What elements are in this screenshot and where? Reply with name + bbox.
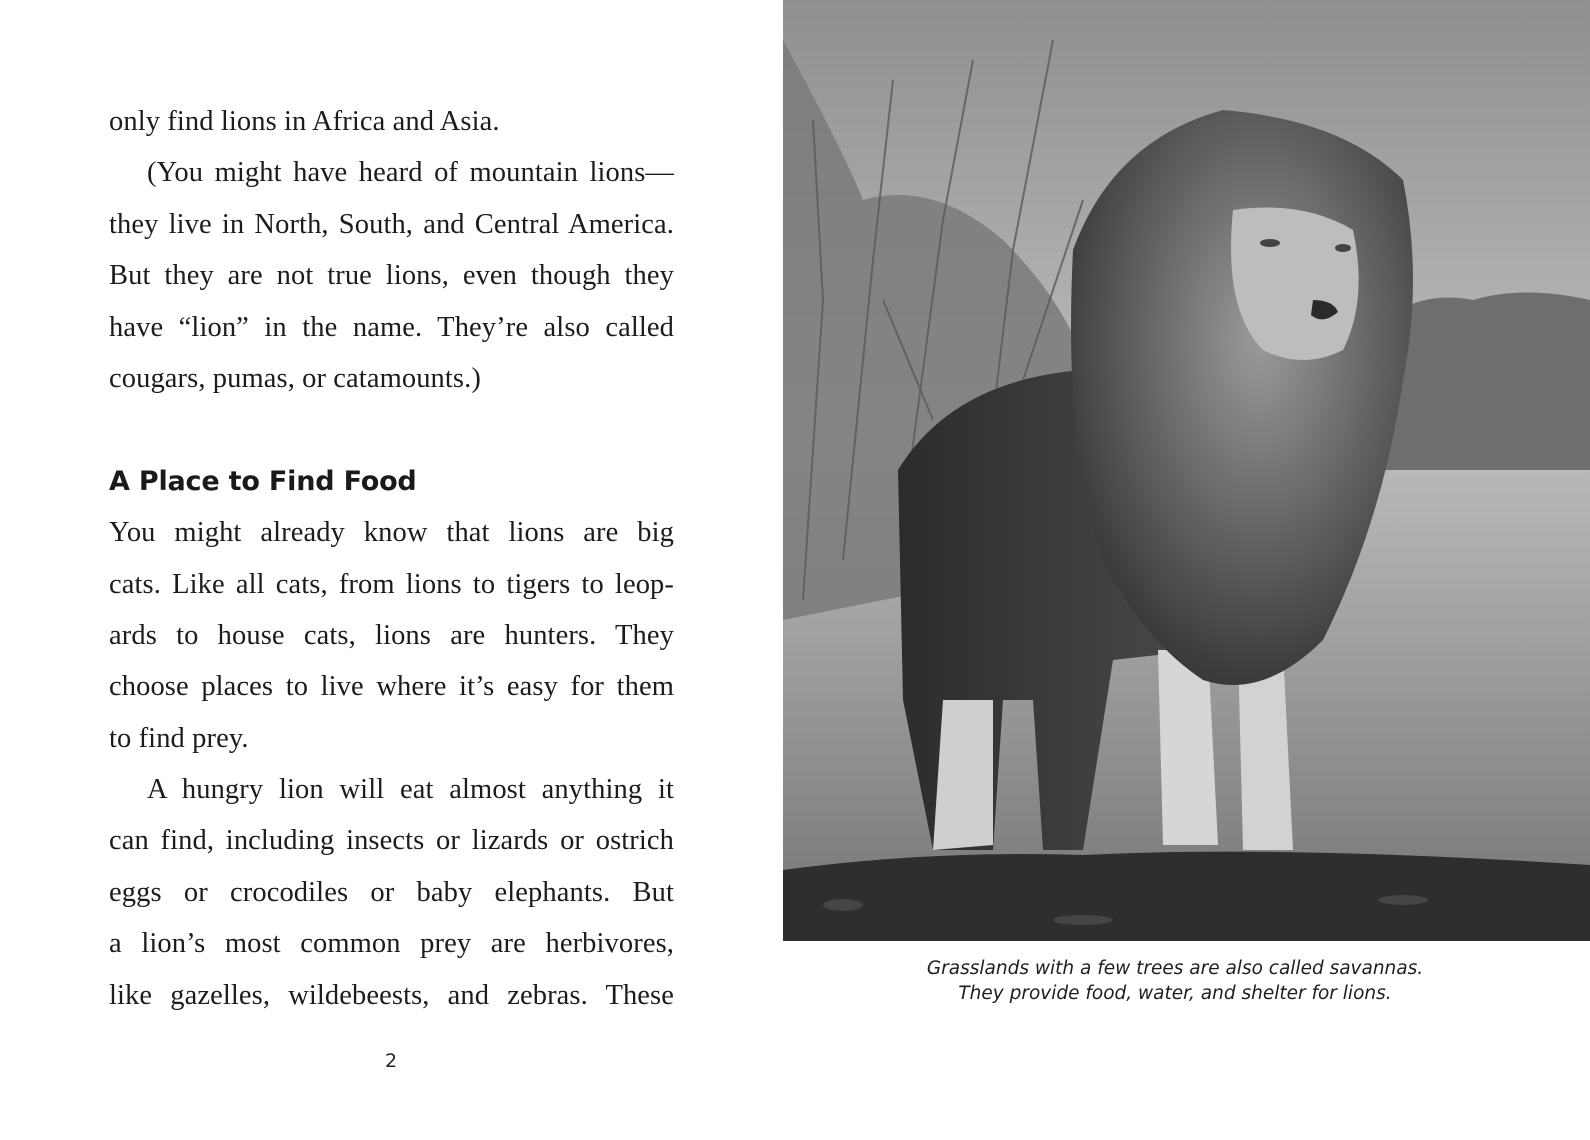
text-line: You might already know that lions are big: [109, 517, 674, 549]
text-line: like gazelles, wildebeests, and zebras. These: [109, 979, 674, 1011]
text-line: But they are not true lions, even though they: [109, 260, 674, 292]
text-line: to find prey.: [109, 722, 249, 754]
text-line: A hungry lion will eat almost anything it: [147, 774, 674, 806]
text-line: ards to house cats, lions are hunters. They: [109, 619, 674, 651]
text-line: choose places to live where it’s easy for them: [109, 671, 674, 703]
lion-photo: [783, 0, 1590, 941]
text-line: a lion’s most common prey are herbivores,: [109, 928, 674, 960]
text-line: can find, including insects or lizards or ostrich: [109, 825, 674, 857]
text-line: only find lions in Africa and Asia.: [109, 106, 500, 137]
text-line: (You might have heard of mountain lions—: [147, 157, 674, 189]
page-number: 2: [384, 1050, 398, 1072]
body-text-column: [109, 96, 674, 1021]
text-line: eggs or crocodiles or baby elephants. But: [109, 876, 674, 908]
photo-caption: [870, 956, 1480, 1006]
text-line: they live in North, South, and Central America.: [109, 208, 674, 240]
lion-photo-illustration: [783, 0, 1590, 941]
text-line: have “lion” in the name. They’re also called: [109, 311, 674, 343]
caption-line: They provide food, water, and shelter for lions.: [958, 983, 1392, 1004]
caption-line: Grasslands with a few trees are also called savannas.: [926, 958, 1424, 979]
text-line: cougars, pumas, or catamounts.): [109, 362, 481, 394]
section-heading: A Place to Find Food: [109, 465, 417, 497]
text-line: cats. Like all cats, from lions to tigers to leop-: [109, 568, 674, 600]
